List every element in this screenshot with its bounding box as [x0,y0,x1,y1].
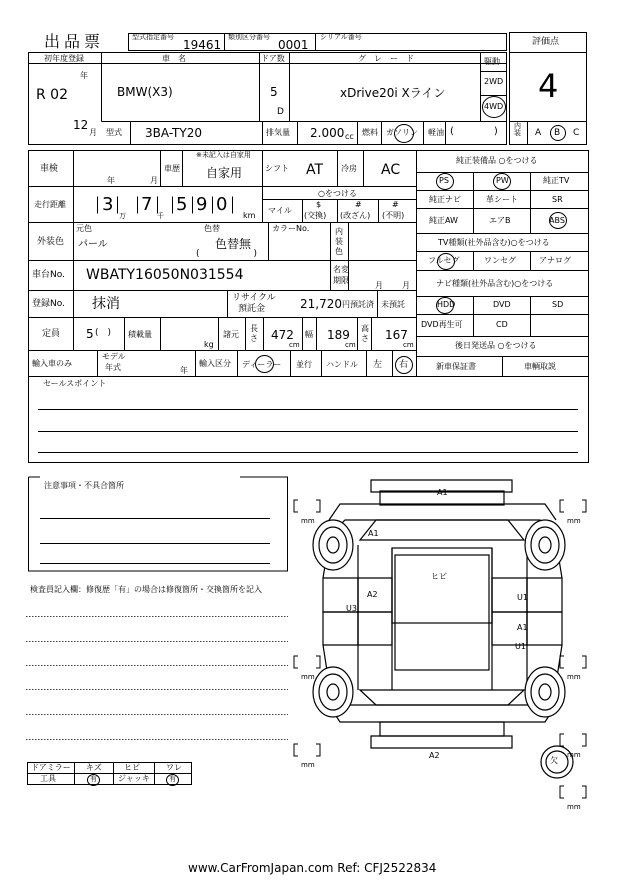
color-label: 外装色 [37,237,65,247]
recycle-deposited: 円預託済 [342,300,374,309]
original-color-value: パール [78,239,108,250]
equip-ps-circle-mark [436,173,454,190]
tire-rear-mm: mm [301,761,315,769]
doors-label: ドア数 [261,54,285,63]
tire-spare-mm: mm [567,751,581,759]
sharp-sign-2: # [392,200,399,209]
diagram-front-damage: A1 [437,488,448,497]
handle-left: 左 [373,360,383,370]
color-change-value: 色替無 [215,237,252,251]
tampered-option: (改ざん) [340,211,371,220]
name-change-month-unit: 月 [375,281,383,290]
tv-type-header: TV種類(社外品含む)○をつける [438,238,550,247]
equip-pw: PW [496,176,509,185]
height-value: 167 [385,328,408,342]
car-name-value: BMW(X3) [117,85,173,99]
equip-genuine-aw: 純正AW [429,216,458,225]
history-note: ※未記入は自家用 [196,151,251,159]
car-damage-diagram [323,480,562,748]
equip-pw-circle-mark [493,173,511,190]
unknown-option: (不明) [382,211,405,220]
door-type: D [277,107,284,117]
capacity-value: 5 [86,327,94,341]
tv-fullseg: フルセグ [428,256,460,265]
drive-2wd: 2WD [484,77,504,86]
equip-abs-circle-mark [549,212,567,229]
shift-label: シフト [265,164,289,173]
model-type-label: 型式 [106,128,122,137]
import-only-label: 輸入車のみ [32,359,72,368]
height-label-1: 高 [361,324,369,333]
import-parallel: 並行 [296,360,312,369]
recycle-amount: 21,720 [300,297,342,311]
legend-scratch: キズ [86,763,102,772]
interior-a: A [535,128,542,138]
drive-4wd: 4WD [484,102,504,111]
interior-c: C [573,128,580,138]
fuel-value: ガソリン [386,128,418,137]
equip-leather-seat: 革シート [486,195,518,204]
displacement-value: 2.000 [310,126,345,140]
height-cm-unit: cm [403,341,414,349]
sales-point-label: セールスポイント [43,379,107,388]
notes-label: 注意事項・不具合箇所 [44,481,124,490]
inspection-month-unit: 月 [150,176,158,185]
first-reg-month-unit: 月 [89,128,97,137]
interior-b-circle-mark [550,125,566,141]
light-oil-label: 軽油 [428,128,444,137]
import-dealer-circle-mark [255,355,274,373]
handle-right: 右 [399,360,409,370]
mile-option: マイル [268,206,292,215]
equip-abs: ABS [549,216,565,225]
doors-value: 5 [270,85,278,99]
navi-cd: CD [496,320,508,329]
sheet-title: 出品票 [44,32,105,51]
tv-analog: アナログ [539,256,571,265]
legend-broken: ワレ [166,763,182,772]
watermark-footer: www.CarFromJapan.com Ref: CFJ2522834 [188,861,437,875]
mileage-circle-note: ○をつける [318,189,357,198]
navi-type-header: ナビ種類(社外品含む)○をつける [436,279,554,288]
first-registration-label: 初年度登録 [44,54,84,63]
ac-value: AC [381,162,401,178]
serial-label: シリアル番号 [320,33,362,41]
width-value: 189 [327,328,350,342]
car-name-label: 車 名 [162,54,186,63]
original-color-label: 元色 [76,224,92,233]
navi-sd: SD [552,300,564,309]
mileage-digit-1: 3 [102,194,114,215]
color-change-paren: ( ) [196,249,258,259]
legend-door-mirror: ドアミラー [31,763,71,772]
light-oil-paren: ( ) [450,126,498,137]
diagram-roof-damage: ヒビ [431,572,447,581]
first-reg-year-unit: 年 [80,71,88,80]
legend-tools: 工具 [40,774,56,783]
history-value: 自家用 [206,166,243,180]
equip-airbag: エアB [489,216,511,225]
mileage-digit-5: 0 [216,194,228,215]
diagram-right-front-damage: U1 [517,593,528,602]
chassis-value: WBATY16050N031554 [86,267,244,283]
interior-label: 内装 [514,122,521,137]
legend-jack-yes: 有 [169,775,176,783]
displacement-unit: cc [345,132,354,141]
category-value: 0001 [278,38,309,52]
ac-label: 冷房 [341,164,357,173]
recycle-label-1: リサイクル [232,293,276,303]
height-label-2: さ [361,334,369,343]
recycle-not-deposited: 未預託 [381,300,405,309]
legend-crack: ヒビ [124,763,140,772]
equip-sunroof: SR [552,195,563,204]
diagram-left-mid-damage: A2 [367,590,378,599]
genuine-equipment-header: 純正装備品 ○をつける [456,156,538,165]
equip-genuine-navi: 純正ナビ [429,195,461,204]
inspector-note-label: 検査員記入欄：修復歴「有」の場合は修復箇所・交換箇所を記入 [30,585,262,594]
mileage-man-unit: 万 [119,212,126,220]
tire-fr-mm: mm [567,517,581,525]
inspection-label: 車検 [40,164,59,174]
model-designation-label: 型式指定番号 [132,33,174,41]
load-label: 積載量 [128,330,152,339]
navi-hdd-circle-mark [436,297,454,314]
chassis-label: 車台No. [32,270,65,280]
mileage-digit-3: 5 [176,194,188,215]
vehicle-manual: 車輌取説 [524,362,556,371]
mileage-digit-4: 9 [196,194,208,215]
rating-value: 4 [538,67,559,105]
length-label-2: さ [250,334,258,343]
interior-b: B [554,128,561,138]
name-change-day-unit: 月 [402,281,410,290]
diagram-spare-missing: 欠 [550,756,558,765]
color-change-label: 色替 [204,224,220,233]
capacity-label: 定員 [42,329,61,339]
mileage-sen-unit: 千 [157,212,164,220]
import-dealer: ディーラー [242,360,282,369]
name-change-label-1: 名変 [333,265,349,274]
navi-hdd: HDD [437,300,456,309]
recycle-label-2: 預託金 [238,304,266,314]
capacity-paren: ( ) [95,328,112,338]
later-shipping-header: 後日発送品 ○をつける [455,341,537,350]
color-number-label: カラーNo. [272,224,310,233]
handle-label: ハンドル [326,360,358,369]
dollar-sign: $ [316,200,322,209]
model-year-label-1: モデル [102,352,126,361]
length-cm-unit: cm [289,341,300,349]
diagram-left-rear-damage: U3 [346,604,357,613]
dims-label: 諸元 [223,330,239,339]
width-label: 幅 [305,330,313,339]
mileage-km-unit: km [243,211,256,220]
name-change-label-2: 期限 [333,276,349,285]
model-year-unit: 年 [180,366,188,375]
displacement-label: 排気量 [266,128,290,137]
length-value: 472 [271,328,294,342]
length-label-1: 長 [250,324,258,333]
fuel-label: 燃料 [362,128,378,137]
category-label: 類別区分番号 [228,33,270,41]
first-reg-year: R 02 [36,87,68,103]
handle-right-circle-mark [395,356,413,374]
tire-fl-mm: mm [301,517,315,525]
interior-color-label-1: 内 [335,227,343,236]
history-label: 車歴 [164,164,180,173]
shift-value: AT [306,162,324,178]
new-car-warranty: 新車保証書 [436,362,476,371]
sharp-sign: # [355,200,362,209]
mileage-label: 走行距離 [34,200,66,209]
diagram-front-left-damage: A1 [368,529,379,538]
interior-color-label-2: 装 [335,237,343,246]
diagram-rear-damage: A2 [429,751,440,760]
diagram-right-rear-u-damage: U1 [515,642,526,651]
legend-tools-yes: 有 [90,775,97,783]
legend-jack: ジャッキ [118,774,150,783]
registration-label: 登録No. [32,299,65,309]
legend-jack-circle-mark [166,774,179,786]
exchange-option: (交換) [304,211,327,220]
tire-rr-mm: mm [567,673,581,681]
tire-spare2-mm: mm [567,803,581,811]
tv-fullseg-circle-mark [437,253,455,270]
import-type-label: 輸入区分 [199,359,231,368]
navi-dvd-playback: DVD再生可 [421,320,463,329]
rating-label: 評価点 [532,37,560,47]
diagram-right-rear-a-damage: A1 [517,623,528,632]
navi-dvd: DVD [493,300,511,309]
tire-rl-mm: mm [301,673,315,681]
mileage-digit-2: 7 [141,194,153,215]
model-year-label-2: 年式 [105,363,121,372]
grade-value: xDrive20i Xライン [340,86,446,100]
load-kg-unit: kg [204,340,214,349]
inspection-year-unit: 年 [107,176,115,185]
equip-genuine-tv: 純正TV [543,176,570,185]
legend-tools-circle-mark [87,774,100,786]
model-type-value: 3BA-TY20 [145,126,202,140]
grade-label: グ レ ー ド [358,54,414,63]
model-designation-value: 19461 [183,38,222,52]
drive-4wd-circle-mark [482,96,506,118]
tv-oneseg: ワンセグ [484,256,516,265]
interior-color-label-3: 色 [335,247,343,256]
fuel-circle-mark [394,124,414,143]
first-reg-month: 12 [73,118,89,132]
width-cm-unit: cm [345,341,356,349]
equip-ps: PS [439,176,449,185]
drive-label: 駆動 [484,57,500,66]
registration-value: 抹消 [92,296,120,312]
